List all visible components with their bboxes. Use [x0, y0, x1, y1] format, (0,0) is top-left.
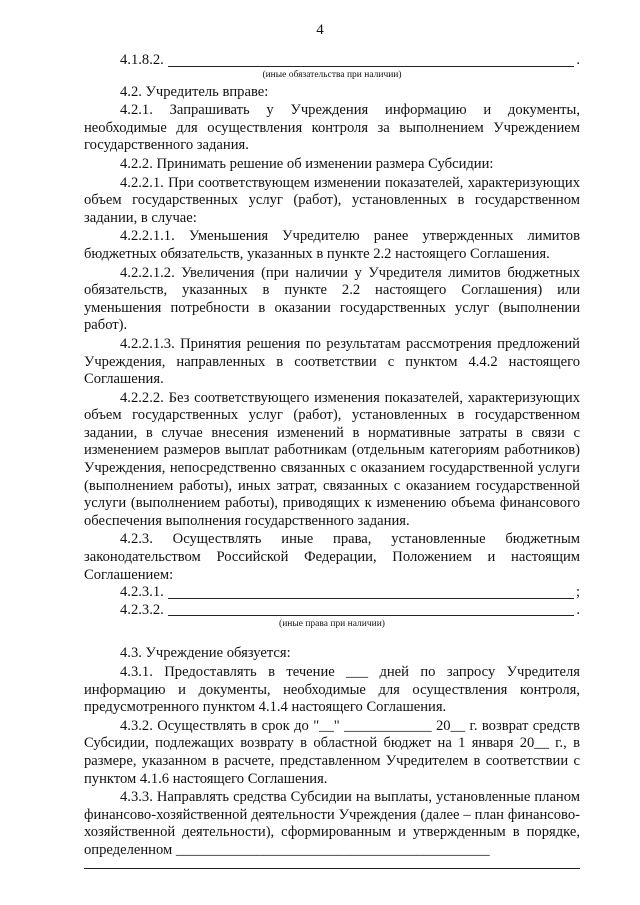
document-body — [84, 52, 580, 869]
paragraph-4-2-3: 4.2.3. Осуществлять иные права, установленные бюджетным законодательством Российской Федерации, Положением и настоящим Соглашением: — [84, 531, 580, 583]
item-number: 4.2.3.1. — [120, 584, 164, 601]
item-number: 4.1.8.2. — [120, 52, 164, 68]
paragraph-4-2-2-1: 4.2.2.1. При соответствующем изменении показателей, характеризующих объем государственных услуг (работ), установленных в государственном задании, в случае: — [84, 174, 580, 226]
blank-line-4232 — [84, 602, 580, 620]
blank-field — [168, 586, 574, 599]
paragraph-4-3: 4.3. Учреждение обязуется: — [120, 645, 291, 662]
field-note: (иные обязательства при наличии) — [262, 69, 402, 80]
paragraph-4-2: 4.2. Учредитель вправе: — [120, 83, 269, 100]
paragraph-4-3-1: 4.3.1. Предоставлять в течение ___ дней по запросу Учредителя информацию и документы, необходимые для осуществления контроля, предусмотренного пунктом 4.1.4 настоящего Соглашения. — [84, 664, 580, 716]
field-note: (иные права при наличии) — [279, 619, 385, 630]
line-end: ; — [575, 584, 580, 601]
blank-field — [168, 603, 575, 616]
paragraph-4-2-1: 4.2.1. Запрашивать у Учреждения информацию и документы, необходимые для осуществления контроля за выполнением Учреждением государственного задания. — [84, 102, 580, 154]
item-number: 4.2.3.2. — [120, 601, 164, 618]
paragraph-4-2-2-1-1: 4.2.2.1.1. Уменьшения Учредителю ранее утвержденных лимитов бюджетных обязательств, указанных в пункте 2.2 настоящего Соглашения. — [84, 228, 580, 262]
page-number: 4 — [316, 22, 324, 38]
paragraph-4-3-3: 4.3.3. Направлять средства Субсидии на выплаты, установленные планом финансово-хозяйственной деятельности Учреждения (далее – план финансово-хозяйственной деятельности), сформированным и утвержденным в порядке, определенном ___________________________________________ — [84, 789, 580, 858]
blank-field — [168, 54, 575, 67]
paragraph-4-2-2-1-2: 4.2.2.1.2. Увеличения (при наличии у Учредителя лимитов бюджетных обязательств, указанных в пункте 2.2 настоящего Соглашения) или уменьшения потребности в оказании государственных услуг (выполнении работ). — [84, 264, 580, 334]
line-end: . — [576, 52, 580, 68]
paragraph-4-2-2-2: 4.2.2.2. Без соответствующего изменения показателей, характеризующих объем государственных услуг (работ), установленных в государственном задании, в случае внесения изменений в нормативные затраты в связи с изменением размеров выплат работникам (отдельным категориям работников) Учреждения, непосредственно связанных с оказанием государственной услуги (выполнением работы), иных затрат, связанных с оказанием государственной услуги (выполнением работы), приводящих к изменению объема финансового обеспечения выполнения государственного задания. — [84, 389, 580, 529]
paragraph-4-2-2-1-3: 4.2.2.1.3. Принятия решения по результатам рассмотрения предложений Учреждения, направленных в соответствии с пунктом 4.4.2 настоящего Соглашения. — [84, 335, 580, 388]
blank-line-4182 — [84, 52, 580, 70]
continuation-line — [84, 868, 580, 869]
line-end: . — [576, 601, 580, 618]
blank-line-4231 — [84, 584, 580, 602]
paragraph-4-2-2: 4.2.2. Принимать решение об изменении размера Субсидии: — [120, 155, 494, 172]
paragraph-4-3-2: 4.3.2. Осуществлять в срок до "__" ____________ 20__ г. возврат средств Субсидии, подлежащих возврату в областной бюджет на 1 января 20__ г., в размере, указанном в расчете, представленном Учредителем в соответствии с пунктом 4.1.6 настоящего Соглашения. — [84, 717, 580, 787]
